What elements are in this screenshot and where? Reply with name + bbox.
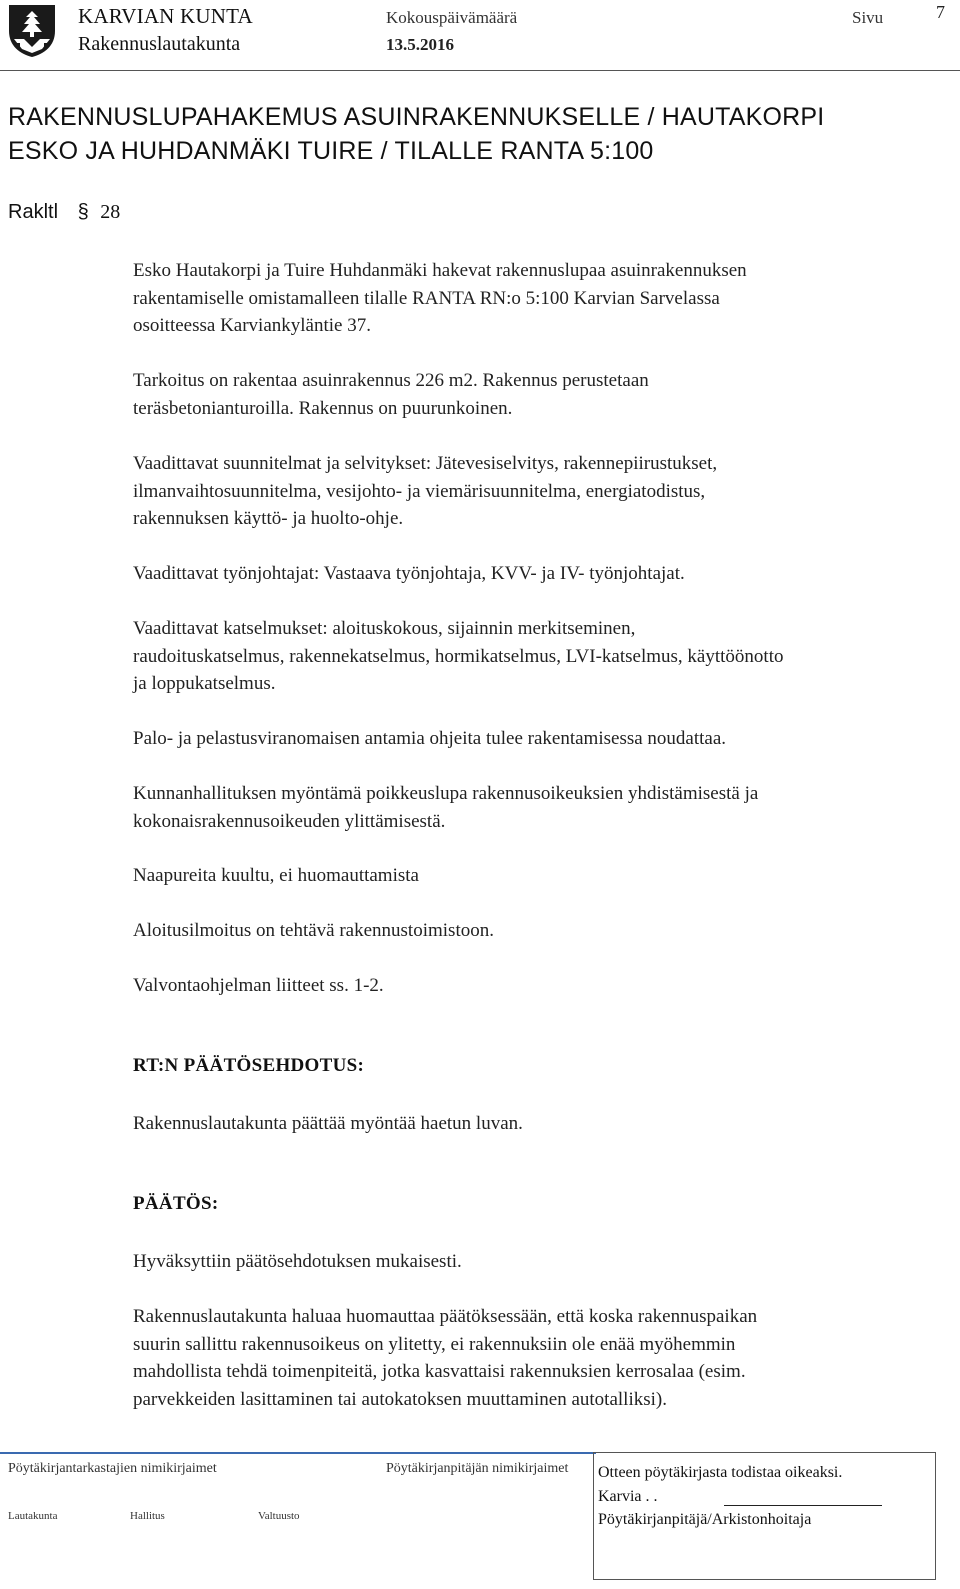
paragraph-start-notice (133, 917, 943, 945)
meeting-date-label: Kokouspäivämäärä (386, 8, 518, 27)
body-valtuusto: Valtuusto (258, 1510, 300, 1522)
certification-signer: Pöytäkirjanpitäjä/Arkistonhoitaja (598, 1511, 812, 1528)
paragraph-purpose (133, 367, 943, 422)
decision-note (133, 1303, 943, 1413)
reviewers-initials-label: Pöytäkirjantarkastajien nimikirjaimet (8, 1461, 217, 1476)
title-line: ESKO JA HUHDANMÄKI TUIRE / TILALLE RANTA 5:100 (8, 137, 654, 165)
secretary-initials-label: Pöytäkirjanpitäjän nimikirjaimet (386, 1461, 569, 1476)
paragraph-required-plans (133, 450, 943, 533)
certification-place-date: Karvia . . (598, 1488, 658, 1505)
municipality-name: KARVIAN KUNTA (78, 4, 253, 28)
text-line: osoitteessa Karviankyläntie 37. (133, 315, 371, 336)
text-line: suurin sallittu rakennusoikeus on ylitetty, ei rakennuksiin ole enää myöhemmin (133, 1333, 736, 1355)
text-line: Rakennuslautakunta haluaa huomauttaa päätöksessään, että koska rakennuspaikan (133, 1306, 758, 1327)
signature-line (724, 1505, 882, 1506)
section-symbol: § (77, 201, 89, 223)
text-line: Aloitusilmoitus on tehtävä rakennustoimistoon. (133, 920, 494, 941)
municipal-coat-of-arms-icon (6, 3, 58, 59)
text-line: Palo- ja pelastusviranomaisen antamia ohjeita tulee rakentamisessa noudattaa. (133, 728, 727, 749)
document-title (8, 100, 948, 168)
text-line: Vaadittavat suunnitelmat ja selvitykset: Jätevesiselvitys, rakennepiirustukset, (133, 453, 718, 474)
section-label: Rakltl (8, 201, 59, 223)
body-lautakunta: Lautakunta (8, 1510, 58, 1522)
body-hallitus: Hallitus (130, 1510, 165, 1522)
certification-line: Otteen pöytäkirjasta todistaa oikeaksi. (598, 1464, 843, 1481)
section-number: 28 (100, 201, 121, 223)
text-line: parvekkeiden lasittaminen tai autokatoksen muuttaminen autotalliksi). (133, 1388, 667, 1410)
text-line: rakennuksen käyttö- ja huolto-ohje. (133, 508, 404, 529)
text-line: Vaadittavat työnjohtajat: Vastaava työnjohtaja, KVV- ja IV- työnjohtajat. (133, 563, 685, 584)
certification-box (593, 1452, 936, 1580)
paragraph-application (133, 257, 943, 340)
text-line: Vaadittavat katselmukset: aloituskokous, sijainnin merkitseminen, (133, 618, 636, 639)
proposal-text: Rakennuslautakunta päättää myöntää haetun luvan. (133, 1113, 523, 1134)
text-line: Valvontaohjelman liitteet ss. 1-2. (133, 975, 384, 996)
text-line: mahdollista tehdä toimenpiteitä, jotka kasvattaisi rakennuksien kerrosalaa (esim. (133, 1361, 746, 1382)
section-reference (8, 201, 120, 224)
paragraph-neighbours (133, 862, 943, 890)
proposal-heading: RT:N PÄÄTÖSEHDOTUS: (133, 1055, 365, 1076)
header-rule (0, 70, 960, 71)
text-line: ilmanvaihtosuunnitelma, vesijohto- ja viemärisuunnitelma, energiatodistus, (133, 480, 706, 502)
text-line: ja loppukatselmus. (133, 673, 276, 694)
text-line: kokonaisrakennusoikeuden ylittämisestä. (133, 810, 446, 832)
title-line: RAKENNUSLUPAHAKEMUS ASUINRAKENNUKSELLE / HAUTAKORPI (8, 103, 825, 131)
paragraph-fire-rescue (133, 725, 943, 753)
page-number: 7 (936, 2, 945, 22)
text-line: rakentamiselle omistamalleen tilalle RANTA RN:o 5:100 Karvian Sarvelassa (133, 287, 720, 309)
text-line: raudoituskatselmus, rakennekatselmus, hormikatselmus, LVI-katselmus, käyttöönotto (133, 645, 784, 667)
paragraph-required-supervisors (133, 560, 943, 588)
text-line: Kunnanhallituksen myöntämä poikkeuslupa rakennusoikeuksien yhdistämisestä ja (133, 783, 759, 804)
text-line: Esko Hautakorpi ja Tuire Huhdanmäki hakevat rakennuslupaa asuinrakennuksen (133, 260, 747, 281)
decision-text: Hyväksyttiin päätösehdotuksen mukaisesti. (133, 1251, 462, 1272)
board-name: Rakennuslautakunta (78, 33, 241, 55)
decision-heading: PÄÄTÖS: (133, 1193, 219, 1214)
paragraph-exception-permit (133, 780, 943, 835)
text-line: teräsbetonianturoilla. Rakennus on puurunkoinen. (133, 397, 513, 419)
paragraph-attachments (133, 972, 943, 1000)
page-label: Sivu (852, 8, 884, 27)
paragraph-required-inspections (133, 615, 943, 698)
text-line: Naapureita kuultu, ei huomauttamista (133, 865, 419, 886)
text-line: Tarkoitus on rakentaa asuinrakennus 226 m2. Rakennus perustetaan (133, 370, 649, 391)
footer-rule (0, 1452, 596, 1454)
meeting-date: 13.5.2016 (386, 35, 454, 54)
